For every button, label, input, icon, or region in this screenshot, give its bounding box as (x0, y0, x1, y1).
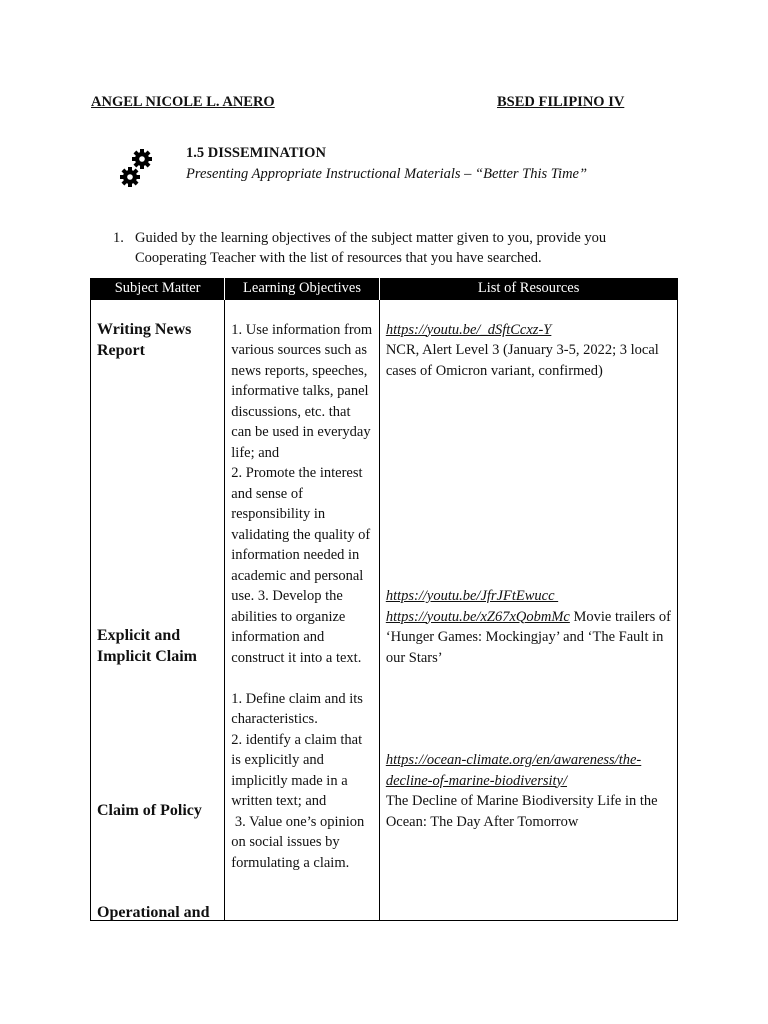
instruction-item (113, 228, 653, 268)
table-row (91, 299, 678, 920)
header-list-of-resources: List of Resources (379, 278, 677, 299)
objective-2: 2. Promote the interest and sense of responsibility in validating the quality of information needed in academic and personal use. 3. Develop the abilities to organize information and construct it into a text. (231, 465, 371, 666)
resource-link-3[interactable]: https://youtu.be/xZ67xQobmMc (385, 608, 570, 625)
objective-1: 1. Use information from various sources such as news reports, speeches, informative talks, panel discussions, etc. that can be used in everyday life; and (231, 321, 373, 461)
objective-4: 2. identify a claim that is explicitly and implicitly made in a written text; and (231, 731, 363, 809)
resource-desc-3: The Decline of Marine Biodiversity Life in the Ocean: The Day After Tomorrow (385, 793, 658, 830)
header-learning-objectives: Learning Objectives (225, 278, 380, 299)
resources-table (90, 278, 678, 921)
gears-icon (118, 147, 156, 189)
header-subject-matter: Subject Matter (91, 278, 225, 299)
resources-cell (379, 299, 677, 920)
table-header-row (91, 278, 678, 299)
objectives-cell (225, 299, 380, 920)
section-subtitle: Presenting Appropriate Instructional Materials – “Better This Time” (186, 166, 588, 182)
instruction-text: Guided by the learning objectives of the subject matter given to you, provide you Cooperating Teacher with the list of resources that you have searched. (135, 230, 607, 266)
section-title: 1.5 DISSEMINATION (186, 145, 326, 161)
subject-writing-news-report: Writing News Report (97, 321, 192, 359)
resource-link-4[interactable]: https://ocean-climate.org/en/awareness/the-decline-of-marine-biodiversity/ (385, 752, 642, 789)
subject-claim-of-policy: Claim of Policy (97, 802, 202, 819)
resource-desc-2: Movie trailers of ‘Hunger Games: Mockingjay’ and ‘The Fault in our Stars’ (385, 608, 671, 666)
subject-operational: Operational and (97, 904, 210, 921)
resource-link-1[interactable]: https://youtu.be/_dSftCcxz-Y (385, 321, 552, 338)
resource-desc-1: NCR, Alert Level 3 (January 3-5, 2022; 3 local cases of Omicron variant, confirmed) (385, 342, 659, 379)
objective-5: 3. Value one’s opinion on social issues by formulating a claim. (231, 813, 368, 871)
student-name: ANGEL NICOLE L. ANERO (91, 94, 275, 110)
objective-3: 1. Define claim and its characteristics. (231, 690, 363, 727)
subject-explicit-implicit-claim: Explicit and Implicit Claim (97, 627, 197, 665)
course-label: BSED FILIPINO IV (497, 94, 625, 110)
subject-cell (91, 299, 225, 920)
resource-link-2[interactable]: https://youtu.be/JfrJFtEwucc (385, 588, 559, 604)
instruction-number: 1. (113, 230, 124, 246)
